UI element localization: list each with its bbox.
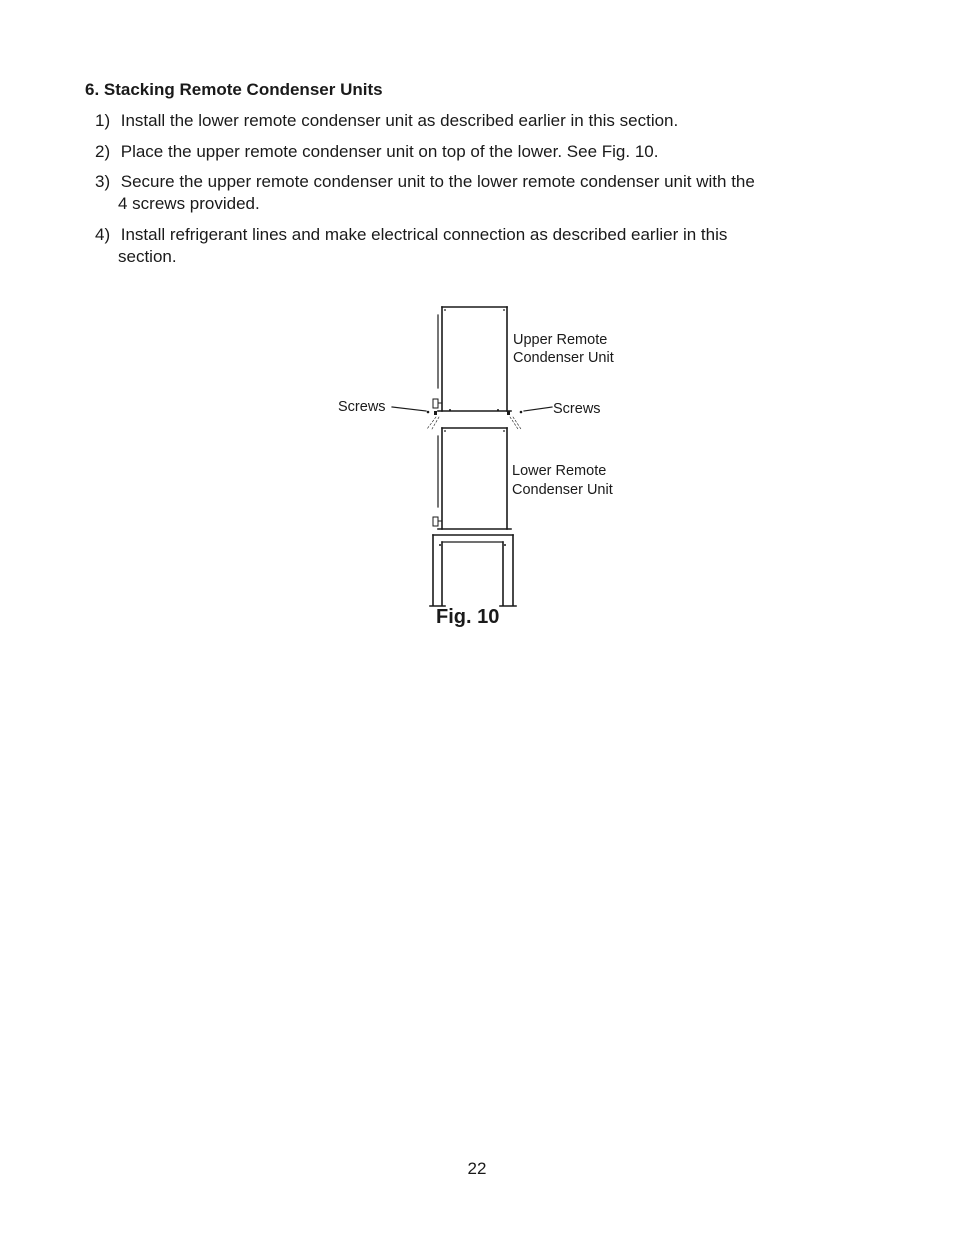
step-4 (95, 224, 835, 268)
step-2 (95, 141, 835, 163)
lower-unit-label-line2: Condenser Unit (512, 482, 613, 498)
step-text: Install refrigerant lines and make electrical connection as described earlier in this (120, 225, 728, 244)
lower-condenser-unit (433, 428, 511, 529)
step-text: Install the lower remote condenser unit as described earlier in this section. (120, 111, 679, 130)
step-1 (95, 110, 835, 132)
condenser-stand (430, 535, 516, 606)
step-number: 3) (95, 172, 111, 191)
stacking-figure (320, 295, 640, 640)
step-text: Secure the upper remote condenser unit to the lower remote condenser unit with the (120, 172, 755, 191)
figure-caption: Fig. 10 (436, 606, 500, 628)
upper-unit-label-line1: Upper Remote (513, 332, 608, 348)
step-text-continued: section. (118, 247, 177, 266)
step-text: Place the upper remote condenser unit on top of the lower. See Fig. 10. (120, 142, 659, 161)
step-text-continued: 4 screws provided. (118, 194, 260, 213)
section-heading: 6. Stacking Remote Condenser Units (85, 80, 383, 99)
step-number: 2) (95, 142, 111, 161)
step-3 (95, 171, 835, 215)
screw-leader-lines (392, 407, 552, 413)
upper-unit-label-line2: Condenser Unit (513, 350, 614, 366)
page-number: 22 (467, 1159, 487, 1178)
step-number: 4) (95, 225, 111, 244)
lower-unit-label-line1: Lower Remote (512, 463, 607, 479)
screws-label-left: Screws (338, 399, 386, 415)
screws-label-right: Screws (553, 401, 601, 417)
step-number: 1) (95, 111, 111, 130)
upper-condenser-unit (433, 307, 511, 411)
